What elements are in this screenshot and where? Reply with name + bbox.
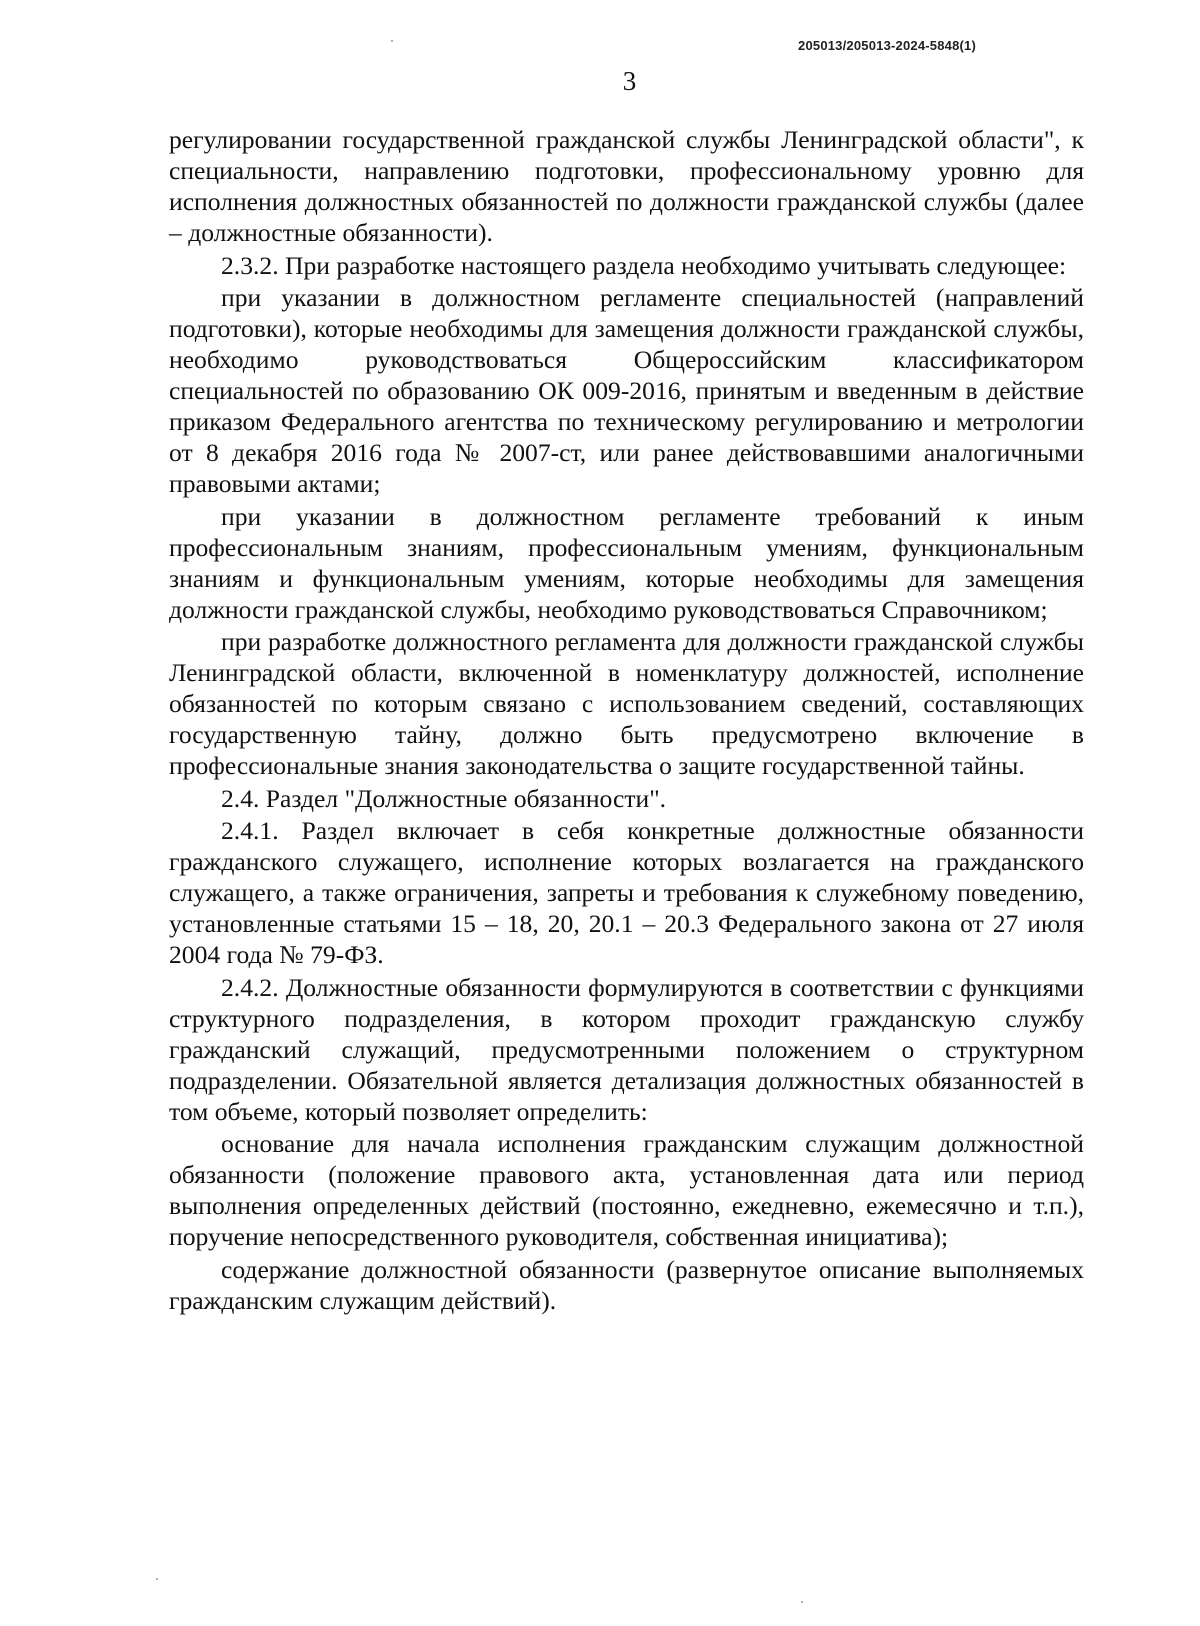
page-number: 3 <box>622 66 637 96</box>
paragraph-content: содержание должностной обязанности (развернутое описание выполняемых гражданским служащим действий). <box>169 1254 1084 1315</box>
scan-speck <box>801 1601 803 1603</box>
paragraph-continuation: регулировании государственной гражданской службы Ленинградской области", к специальности, направлению подготовки, профессиональному уровню для исполнения должностных обязанностей по должности гражданской службы (далее – должностные обязанности). <box>169 125 1084 247</box>
paragraph-specialties: при указании в должностном регламенте специальностей (направлений подготовки), которые необходимы для замещения должности гражданской службы, необходимо руководствоваться Общероссийским классификатором специальностей по образованию ОК 009-2016, принятым и введенным в действие приказом Федерального агентства по техническому регулированию и метрологии от 8 декабря 2016 года № 2007-ст, или ранее действовавшими аналогичными правовыми актами; <box>169 283 1084 498</box>
paragraph-2-4-heading: 2.4. Раздел "Должностные обязанности". <box>221 783 667 813</box>
paragraph-basis: основание для начала исполнения гражданским служащим должностной обязанности (положение правового акта, установленная дата или период выполнения определенных действий (постоянно, ежедневно, ежемесячно и т.п.), поручение непосредственного руководителя, собственная инициатива); <box>169 1129 1084 1251</box>
scan-speck <box>156 1578 158 1580</box>
document-registration-number: 205013/205013-2024-5848(1) <box>798 38 976 53</box>
paragraph-2-4-1: 2.4.1. Раздел включает в себя конкретные должностные обязанности гражданского служащего, исполнение которых возлагается на гражданского служащего, а также ограничения, запреты и требования к служебному поведению, установленные статьями 15 – 18, 20, 20.1 – 20.3 Федерального закона от 27 июля 2004 года № 79-ФЗ. <box>169 816 1084 969</box>
paragraph-2-3-2: 2.3.2. При разработке настоящего раздела необходимо учитывать следующее: <box>221 250 1067 280</box>
paragraph-state-secret: при разработке должностного регламента для должности гражданской службы Ленинградской области, включенной в номенклатуру должностей, исполнение обязанностей по которым связано с использованием сведений, составляющих государственную тайну, должно быть предусмотрено включение в профессиональные знания законодательства о защите государственной тайны. <box>169 627 1084 780</box>
scan-speck <box>391 40 393 42</box>
paragraph-knowledge-requirements: при указании в должностном регламенте требований к иным профессиональным знаниям, профессиональным умениям, функциональным знаниям и функциональным умениям, которые необходимы для замещения должности гражданской службы, необходимо руководствоваться Справочником; <box>169 501 1084 624</box>
document-body <box>169 124 1084 1317</box>
paragraph-2-4-2: 2.4.2. Должностные обязанности формулируются в соответствии с функциями структурного подразделения, в котором проходит гражданскую службу гражданский служащий, предусмотренными положением о структурном подразделении. Обязательной является детализация должностных обязанностей в том объеме, который позволяет определить: <box>169 972 1084 1126</box>
